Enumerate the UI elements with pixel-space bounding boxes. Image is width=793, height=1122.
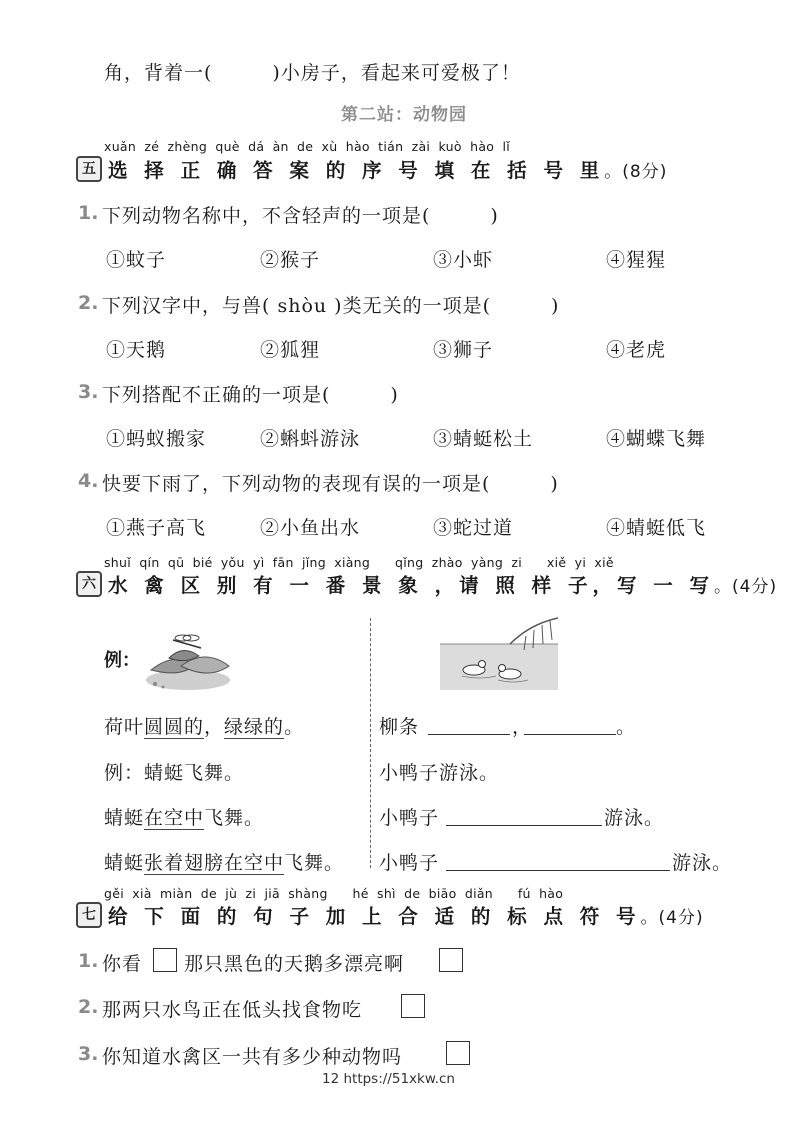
s5-q3-option-1: ①蚂蚁搬家 <box>106 428 207 450</box>
section-6-badge: 六 <box>76 571 102 597</box>
s5-q3-option-4: ④蝴蝶飞舞 <box>606 428 707 450</box>
s6-right-line4-end: 游泳。 <box>672 852 733 874</box>
s5-q4-number: 4. <box>78 470 99 492</box>
s5-q1-option-4: ④猩猩 <box>606 249 667 271</box>
s7-q3-text: 你知道水禽区一共有多少种动物吗 <box>102 1046 403 1068</box>
s5-q3-text: 下列搭配不正确的一项是( ) <box>102 384 399 406</box>
continued-sentence: 角，背着一( )小房子，看起来可爱极了！ <box>104 62 521 84</box>
s5-q1-number: 1. <box>78 202 99 224</box>
station-title: 第二站：动物园 <box>341 105 467 125</box>
example-label: 例： <box>104 650 140 671</box>
s7-q2-punct-box[interactable] <box>401 994 425 1018</box>
s5-q1-option-2: ②猴子 <box>260 249 321 271</box>
s5-q2-option-4: ④老虎 <box>606 339 667 361</box>
s6-right-line3-start: 小鸭子 <box>379 807 440 829</box>
page-footer: 12 https://51xkw.cn <box>322 1071 455 1087</box>
s7-q1-punct-box-2[interactable] <box>439 948 463 972</box>
s5-q1-option-3: ③小虾 <box>433 249 494 271</box>
s5-q1-text: 下列动物名称中，不含轻声的一项是( ) <box>102 205 499 227</box>
s7-q3-number: 3. <box>78 1043 99 1065</box>
s5-q3-option-2: ②蝌蚪游泳 <box>260 428 361 450</box>
section-5-title: 选 择 正 确 答 案 的 序 号 填 在 括 号 里。(8分) <box>108 159 668 182</box>
s5-q3-number: 3. <box>78 381 99 403</box>
s5-q4-option-3: ③蛇过道 <box>433 517 514 539</box>
s7-q1-part2: 那只黑色的天鹅多漂亮啊 <box>184 953 405 975</box>
s6-right-line2: 小鸭子游泳。 <box>379 762 500 784</box>
s6-right-line1-start: 柳条 <box>379 716 420 738</box>
s5-q1-option-1: ①蚊子 <box>106 249 167 271</box>
s6-right-blank-4[interactable] <box>446 870 670 871</box>
s7-q3-punct-box[interactable] <box>446 1041 470 1065</box>
s6-left-line4: 蜻蜓张着翅膀在空中飞舞。 <box>104 852 345 874</box>
s7-pinyin: gěi xià miàn de jù zi jiā shàng hé shì de biāo diǎn fú hào <box>104 886 564 901</box>
s7-q2-text: 那两只水鸟正在低头找食物吃 <box>102 999 363 1021</box>
s6-pinyin: shuǐ qín qū bié yǒu yì fān jǐng xiàng qǐng zhào yàng zi xiě yi xiě <box>104 555 614 570</box>
s5-q4-text: 快要下雨了，下列动物的表现有误的一项是( ) <box>102 473 559 495</box>
s5-pinyin: xuǎn zé zhèng què dá àn de xù hào tián zài kuò hào lǐ <box>104 139 511 154</box>
lotus-dragonfly-illustration <box>143 630 233 692</box>
s7-q1-part1: 你看 <box>102 953 143 975</box>
s7-q2-number: 2. <box>78 996 99 1018</box>
s5-q2-option-2: ②狐狸 <box>260 339 321 361</box>
s6-left-line3: 蜻蜓在空中飞舞。 <box>104 807 265 829</box>
section-7-badge: 七 <box>76 902 102 928</box>
s6-right-blank-3[interactable] <box>446 825 602 826</box>
s7-q1-number: 1. <box>78 950 99 972</box>
s6-right-blank-1[interactable] <box>428 734 510 735</box>
s5-q2-option-1: ①天鹅 <box>106 339 167 361</box>
s6-right-line3-end: 游泳。 <box>604 807 665 829</box>
section-6-title: 水 禽 区 别 有 一 番 景 象 ，请 照 样 子，写 一 写。(4分) <box>108 574 778 597</box>
s6-left-line2: 例：蜻蜓飞舞。 <box>104 762 245 784</box>
section-7-title: 给 下 面 的 句 子 加 上 合 适 的 标 点 符 号。(4分) <box>108 905 704 928</box>
s6-right-line1-end: 。 <box>616 716 637 738</box>
section-5-badge: 五 <box>76 156 102 182</box>
s5-q4-option-1: ①燕子高飞 <box>106 517 207 539</box>
s6-left-line1: 荷叶圆圆的，绿绿的。 <box>104 716 305 738</box>
s5-q2-text: 下列汉字中，与兽( shòu )类无关的一项是( ) <box>102 295 560 317</box>
s6-right-line4-start: 小鸭子 <box>379 852 440 874</box>
s5-q4-option-2: ②小鱼出水 <box>260 517 361 539</box>
s6-right-line1-comma: ， <box>512 716 533 738</box>
s7-q1-punct-box-1[interactable] <box>153 948 177 972</box>
s5-q2-option-3: ③狮子 <box>433 339 494 361</box>
s6-right-blank-2[interactable] <box>524 734 616 735</box>
s5-q3-option-3: ③蜻蜓松土 <box>433 428 534 450</box>
column-divider <box>370 618 371 868</box>
s5-q4-option-4: ④蜻蜓低飞 <box>606 517 707 539</box>
s5-q2-number: 2. <box>78 292 99 314</box>
ducks-willow-illustration <box>440 614 560 690</box>
